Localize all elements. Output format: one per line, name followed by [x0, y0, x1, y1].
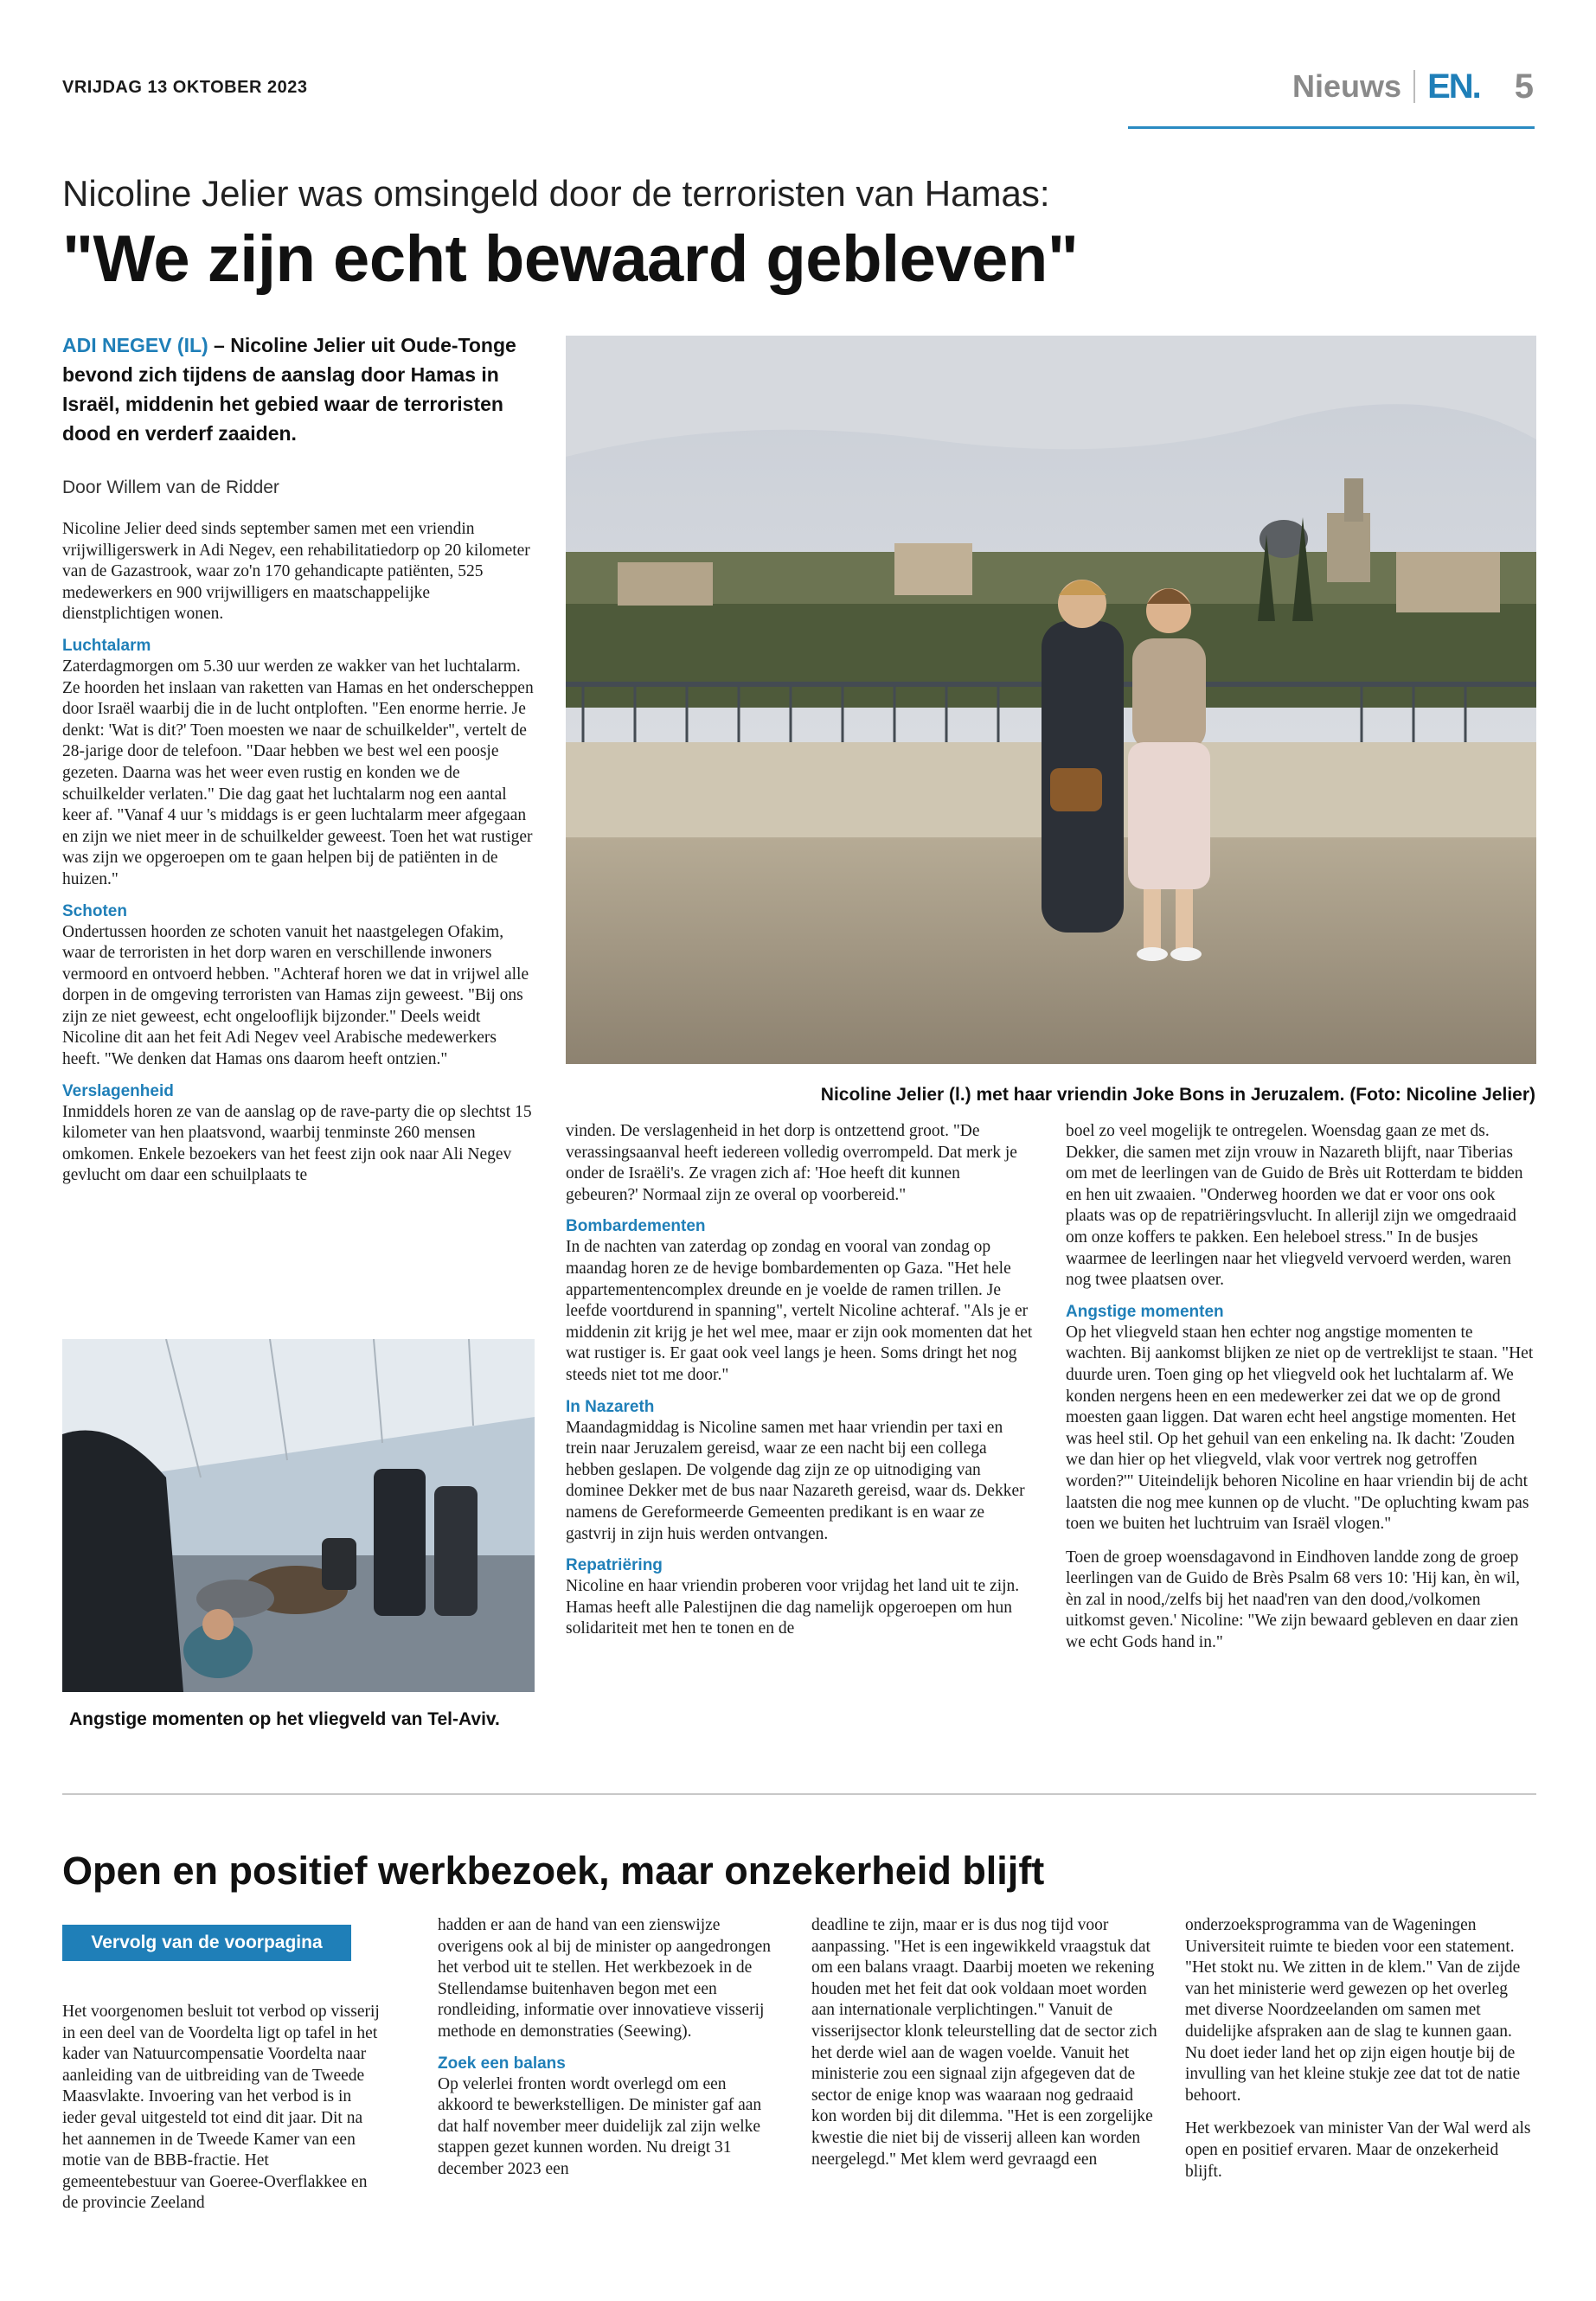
paragraph: Op velerlei fronten wordt overlegd om een akkoord te bewerkstelligen. De minister gaf aan dat half november meer duidelijk zal zijn welke stappen gezet kunnen worden. Nu dreigt 31 december 2023 een — [438, 2074, 762, 2178]
subheading: Luchtalarm — [62, 636, 151, 655]
byline: Door Willem van de Ridder — [62, 478, 279, 497]
paragraph: Het werkbezoek van minister Van der Wal werd als open en positief ervaren. Maar de onzekerheid blijft. — [1185, 2119, 1531, 2181]
subheading: Angstige momenten — [1066, 1302, 1224, 1321]
subheading: Zoek een balans — [438, 2054, 566, 2073]
paragraph: Nicoline Jelier deed sinds september samen met een vriendin vrijwilligerswerk in Adi Negev, een rehabilitatiedorp op 20 kilometer van de Gazastrook, waar zo'n 170 gehandicapte patiënten, 525 medewerkers en 900 vrijwilligers en maatschappelijke dienstplichtigen wonen. — [62, 520, 530, 624]
continued-banner: Vervolg van de voorpagina — [62, 1925, 351, 1961]
paragraph: vinden. De verslagenheid in het dorp is ontzettend groot. "De verassingsaanval heeft iedereen volledig overrompeld. Dat merk je onder de Israëli's. Ze vragen zich af: 'Hoe heeft dit kunnen gebeuren?' Normaal zijn ze overal op voorbereid." — [566, 1122, 1017, 1204]
lead-text: – Nicoline Jelier uit Oude-Tonge bevond zich tijdens de aanslag door Hamas in Israël, middenin het gebied waar de terroristen dood en verderf zaaiden. — [62, 334, 516, 445]
photo-airport-image — [62, 1339, 535, 1692]
article-headline: "We zijn echt bewaard gebleven" — [62, 222, 1079, 296]
paragraph: In de nachten van zaterdag op zondag en vooral van zondag op maandag horen ze de hevige bombardementen op Gaza. "Het hele appartementencomplex dreunde en je voelde de ramen trillen. Je leefde voortdurend in spanning", vertelt Nicoline achteraf. "Als je er middenin zit krijg je het wel mee, maar er zijn ook momenten dat het wat rustiger is. Er gaat ook veel langs je heen. Soms dringt het nog steeds niet tot me door." — [566, 1238, 1033, 1384]
article-column-3 — [1066, 1121, 1536, 1664]
paragraph: Maandagmiddag is Nicoline samen met haar vriendin per taxi en trein naar Jeruzalem gereisd, waar ze een nacht bij een collega hebben geslapen. De volgende dag zijn ze op uitnodiging van dominee Dekker met de bus naar Nazareth gereisd, waar ds. Dekker namens de Gereformeerde Gemeenten predikant is en waar ze gastvrij in zijn huis werden ontvangen. — [566, 1418, 1025, 1543]
publication-logo: EN. — [1427, 67, 1480, 106]
paragraph: boel zo veel mogelijk te ontregelen. Woensdag gaan ze met ds. Dekker, die samen met zijn vrouw in Nazareth blijft, naar Tiberias om met de leerlingen van de Guido de Brès uit Rotterdam te bidden en hen uit zwaaien. "Onderweg hoorden we dat er voor ons ook plaats was op de repatriëringsvlucht. In allerijl zijn we omgedraaid om onze koffers te pakken. Een heleboel stress." In de busjes waarmee de leerlingen naar het vliegveld vervoerd werden, waren nog twee plaatsen over. — [1066, 1122, 1523, 1290]
photo-jerusalem-image — [566, 336, 1536, 1064]
article-column-2 — [566, 1121, 1033, 1650]
page-header — [1292, 61, 1534, 112]
article2-column-1 — [62, 2002, 381, 2225]
header-rule — [1128, 126, 1535, 129]
paragraph: Toen de groep woensdagavond in Eindhoven landde zong de groep leerlingen van de Guido de Brès Psalm 68 vers 10: 'Hij kan, èn wil, èn zal in nood,/zelfs bij het naad'ren van den dood,/volkomen uitkomst geven.' Nicoline: "We zijn bewaard gebleven en daar zien we echt Gods hand in." — [1066, 1548, 1521, 1652]
article2-column-3 — [811, 1915, 1157, 2181]
article2-column-4 — [1185, 1915, 1536, 2193]
article2-headline: Open en positief werkbezoek, maar onzekerheid blijft — [62, 1849, 1045, 1893]
header-divider — [1413, 70, 1415, 103]
photo-caption-small: Angstige momenten op het vliegveld van Tel-Aviv. — [69, 1709, 500, 1729]
paragraph: onderzoeksprogramma van de Wageningen Universiteit ruimte te bieden voor een statement. "Het stokt nu. We zitten in de klem." Van de zijde van het ministerie werd gewezen op het overleg met diverse Noordzeelanden om samen met duidelijke afspraken aan de slag te kunnen gaan. Nu doet ieder land het op zijn eigen houtje bij de invulling van het kleine stukje zee dat tot de natie behoort. — [1185, 1916, 1521, 2105]
subheading: In Nazareth — [566, 1397, 655, 1416]
paragraph: Op het vliegveld staan hen echter nog angstige momenten te wachten. Bij aankomst blijken ze niet op de vertreklijst te staan. "Het duurde uren. Toen ging op het vliegveld ook het luchtalarm af. We konden nergens heen en een medewerker zei dat we op de grond moesten gaan liggen. Dat waren echt heel angstige momenten. Het was heel stil. Op het gehuil van een enkeling na. Ik dacht: 'Zouden we dan hier op het vliegveld, vlak voor vertrek nog getroffen worden?'" Uiteindelijk behoren Nicoline en haar vriendin bij de acht laatsten die nog mee kunnen op de vlucht. "De opluchting kwam pas toen we buiten het luchtruim van Israël vlogen." — [1066, 1323, 1534, 1534]
paragraph: hadden er aan de hand van een zienswijze overigens ook al bij de minister op aangedrongen het verbod uit te stellen. Het werkbezoek in de Stellendamse buitenhaven begon met een rondleiding, informatie over innovatieve visserij methode en demonstraties (Seewing). — [438, 1916, 772, 2041]
article2-column-2 — [438, 1915, 777, 2191]
paragraph: Ondertussen hoorden ze schoten vanuit het naastgelegen Ofakim, waar de terroristen in het dorp waren en verschillende inwoners vermoord en ontvoerd hebben. "Achteraf horen we dat in vrijwel alle dorpen in de omgeving terroristen van Hamas zijn geweest. "Bij ons zijn ze niet geweest, echt ongelooflijk bijzonder." Deels weidt Nicoline dit aan het feit Adi Negev veel Arabische medewerkers heeft. "We denken dat Hamas ons daarom heeft ontzien." — [62, 922, 529, 1069]
subheading: Schoten — [62, 901, 127, 920]
section-name: Nieuws — [1292, 68, 1402, 104]
subheading: Bombardementen — [566, 1217, 706, 1236]
subheading: Repatriëring — [566, 1556, 663, 1575]
article-column-1 — [62, 519, 536, 1197]
paragraph: Het voorgenomen besluit tot verbod op visserij in een deel van de Voordelta ligt op tafel in het kader van Natuurcompensatie Voordelta naar aanleiding van de uitbreiding van de Tweede Maasvlakte. Invoering van het verbod is in ieder geval uitgesteld tot eind dit jaar. Dit na het aannemen in de Tweede Kamer van een motie van de BBB-fractie. Het gemeentebestuur van Goeree-Overflakkee en de provincie Zeeland — [62, 2003, 380, 2213]
subheading: Verslagenheid — [62, 1081, 174, 1100]
article-kicker: Nicoline Jelier was omsingeld door de terroristen van Hamas: — [62, 173, 1050, 214]
paragraph: Nicoline en haar vriendin proberen voor vrijdag het land uit te zijn. Hamas heeft alle Palestijnen die dag namelijk opgeroepen om hun solidariteit met hen te tonen en de — [566, 1577, 1020, 1638]
article-lead — [62, 330, 529, 448]
photo-airport — [62, 1339, 535, 1692]
paragraph: Inmiddels horen ze van de aanslag op de rave-party die op slechtst 15 kilometer van hen plaatsvond, waarbij tenminste 260 mensen omkomen. Enkele bezoekers van het feest zijn ook naar Ali Negev gevlucht om daar een schuilplaats te — [62, 1102, 532, 1185]
page-number: 5 — [1514, 67, 1534, 106]
paragraph: deadline te zijn, maar er is dus nog tijd voor aanpassing. "Het is een ingewikkeld vraagstuk dat om een balans vraagt. Daarbij moeten we rekening houden met het feit dat ook voldaan moet worden aan internationale verplichtingen." Vanuit de visserijsector klonk teleurstelling dat de sector zich het derde wiel aan de wagen voelde. Vanuit het ministerie zou een signaal zijn afgegeven dat de sector de enige knop was waaraan nog gedraaid kon worden bij dit dilemma. "Het is een zorgelijke kwestie die niet bij de visserij alleen kan worden neergelegd." Met klem werd gevraagd een — [811, 1916, 1157, 2169]
photo-jerusalem — [566, 336, 1536, 1064]
paragraph: Zaterdagmorgen om 5.30 uur werden ze wakker van het luchtalarm. Ze hoorden het inslaan van raketten van Hamas en het onderscheppen door Israël waarbij die in de lucht ontploften. "Een enorme herrie. Je denkt: 'Wat is dit?' Toen moesten we naar de schuilkelder", vertelt de 28-jarige door de telefoon. "Daar hebben we best wel een poosje gezeten. Daarna was het weer even rustig en konden we de schuilkelder verlaten." Die dag gaat het luchtalarm nog een aantal keer af. "Vanaf 4 uur 's middags is er geen luchtalarm meer afgegaan en zijn we niet meer in de schuilkelder geweest. Toen het wat rustiger was zijn we opgeroepen om te gaan helpen bij de patiënten in de huizen." — [62, 657, 534, 888]
issue-date: VRIJDAG 13 OKTOBER 2023 — [62, 78, 308, 97]
lead-location: ADI NEGEV (IL) — [62, 334, 208, 356]
article-divider — [62, 1793, 1536, 1795]
photo-caption-main: Nicoline Jelier (l.) met haar vriendin Joke Bons in Jeruzalem. (Foto: Nicoline Jelier) — [820, 1085, 1535, 1105]
